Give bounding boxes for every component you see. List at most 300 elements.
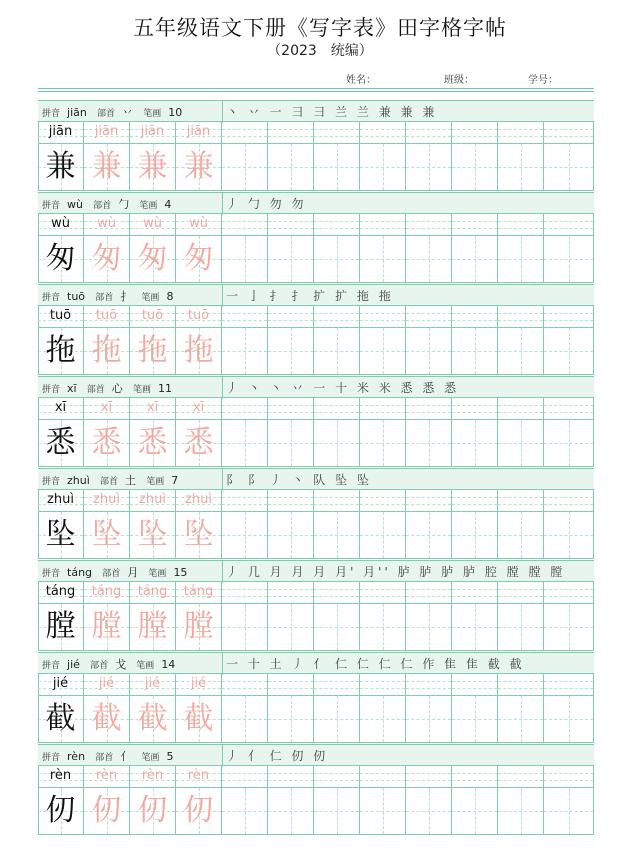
pinyin-cell (38, 398, 84, 420)
pinyin-cell (360, 214, 406, 236)
tian-grid-cell (498, 512, 544, 559)
trace-character: 匆 (91, 241, 122, 276)
tian-grid-cell (38, 788, 84, 835)
pinyin-cell (544, 674, 594, 696)
pinyin-cell (222, 306, 268, 328)
trace-character: 匆 (137, 241, 168, 276)
pinyin-trace-text: rèn (187, 768, 210, 783)
pinyin-value: jiān (67, 106, 87, 119)
pinyin-cell (268, 122, 314, 144)
tian-grid-cell (38, 604, 84, 651)
pinyin-trace-text: wù (97, 216, 116, 231)
tian-grid-cell (406, 420, 452, 467)
pinyin-row (38, 582, 594, 604)
pinyin-cell (222, 398, 268, 420)
tian-grid-cell (38, 512, 84, 559)
pinyin-cell (38, 674, 84, 696)
pinyin-cell (38, 306, 84, 328)
tian-grid-cell (360, 604, 406, 651)
model-character: 拖 (45, 333, 76, 368)
tian-grid-cell (498, 788, 544, 835)
tian-grid-cell (498, 236, 544, 283)
tian-grid-cell (176, 328, 222, 375)
pinyin-text: xī (54, 400, 67, 415)
stroke-order: 丿 丶 丶 丷 一 十 米 米 悉 悉 悉 (226, 381, 460, 395)
name-label: 姓名： (346, 75, 376, 86)
pinyin-cell (406, 122, 452, 144)
trace-character: 悉 (91, 425, 122, 460)
pinyin-cell (544, 306, 594, 328)
tian-grid-cell (84, 696, 130, 743)
character-info-bar (38, 744, 594, 766)
strokes-label: 笔画 (141, 293, 160, 303)
character-row (38, 696, 594, 743)
tian-grid-cell (38, 144, 84, 191)
tian-grid-cell (130, 512, 176, 559)
character-info-bar (38, 192, 594, 214)
radical-label: 部首 (102, 569, 121, 579)
tian-grid-cell (130, 328, 176, 375)
pinyin-row (38, 214, 594, 236)
character-info-bar (38, 560, 594, 582)
pinyin-value: xī (67, 382, 77, 395)
pinyin-trace-text: jiān (186, 124, 211, 139)
tian-grid-cell (84, 144, 130, 191)
pinyin-cell (176, 214, 222, 236)
tian-grid-cell (268, 420, 314, 467)
radical-label: 部首 (95, 753, 114, 763)
page-title: 五年级语文下册《写字表》田字格字帖 (133, 16, 507, 40)
pinyin-trace-text: zhuì (139, 492, 166, 507)
character-row (38, 328, 594, 375)
model-character: 匆 (45, 241, 76, 276)
tian-grid-cell (360, 144, 406, 191)
tian-grid-cell (314, 788, 360, 835)
stroke-order: 丿 亻 仁 仞 仞 (226, 749, 329, 763)
tian-grid-cell (84, 788, 130, 835)
character-row (38, 420, 594, 467)
pinyin-cell (452, 582, 498, 604)
trace-character: 仞 (137, 793, 168, 828)
stroke-count: 5 (166, 750, 174, 763)
tian-grid-cell (314, 328, 360, 375)
tian-grid-cell (498, 420, 544, 467)
stroke-order: 丿 几 月 月 月 月' 月'' 胪 胪 胪 胪 腔 膛 膛 膛 (226, 565, 566, 579)
pinyin-trace-text: jié (98, 676, 115, 691)
pinyin-cell (406, 582, 452, 604)
pinyin-text: wù (51, 216, 70, 231)
character-info-bar (38, 284, 594, 306)
pinyin-cell (38, 490, 84, 512)
tian-grid-cell (360, 236, 406, 283)
pinyin-row (38, 674, 594, 696)
stroke-order: 一 十 土 丿 亻 仁 仁 仁 仁 作 隹 隹 截 截 (226, 657, 525, 671)
pinyin-cell (268, 766, 314, 788)
pinyin-cell (314, 398, 360, 420)
header-rule (38, 88, 594, 89)
tian-grid-cell (452, 512, 498, 559)
tian-grid-cell (314, 236, 360, 283)
character-block (38, 376, 594, 468)
tian-grid-cell (498, 696, 544, 743)
pinyin-text: tuō (49, 308, 72, 323)
pinyin-cell (268, 674, 314, 696)
tian-grid-cell (84, 420, 130, 467)
pinyin-value: zhuì (67, 474, 90, 487)
pinyin-trace-text: jiān (140, 124, 165, 139)
tian-grid-cell (38, 236, 84, 283)
header-rule-inner (38, 91, 594, 92)
trace-character: 坠 (137, 517, 168, 552)
pinyin-label: 拼音 (42, 385, 61, 395)
tian-grid-cell (544, 696, 594, 743)
pinyin-cell (498, 398, 544, 420)
pinyin-cell (38, 122, 84, 144)
stroke-count: 15 (173, 566, 188, 579)
pinyin-cell (314, 214, 360, 236)
model-character: 坠 (45, 517, 76, 552)
trace-character: 拖 (183, 333, 214, 368)
tian-grid-cell (222, 696, 268, 743)
pinyin-cell (498, 766, 544, 788)
pinyin-cell (222, 582, 268, 604)
model-character: 仞 (45, 793, 76, 828)
trace-character: 悉 (137, 425, 168, 460)
pinyin-row (38, 766, 594, 788)
pinyin-row (38, 398, 594, 420)
stroke-count: 10 (168, 106, 183, 119)
tian-grid-cell (452, 328, 498, 375)
pinyin-cell (498, 674, 544, 696)
pinyin-cell (544, 766, 594, 788)
pinyin-cell (406, 306, 452, 328)
pinyin-text: zhuì (47, 492, 74, 507)
pinyin-trace-text: wù (189, 216, 208, 231)
pinyin-cell (176, 582, 222, 604)
radical-value: 戈 (115, 658, 127, 671)
tian-grid-cell (130, 604, 176, 651)
tian-grid-cell (222, 236, 268, 283)
pinyin-cell (222, 490, 268, 512)
trace-character: 膛 (137, 609, 168, 644)
pinyin-cell (38, 766, 84, 788)
tian-grid-cell (176, 236, 222, 283)
tian-grid-cell (406, 512, 452, 559)
pinyin-trace-text: rèn (141, 768, 164, 783)
pinyin-cell (268, 398, 314, 420)
stroke-count: 14 (161, 658, 176, 671)
pinyin-cell (498, 122, 544, 144)
pinyin-cell (360, 582, 406, 604)
pinyin-cell (84, 398, 130, 420)
pinyin-cell (314, 490, 360, 512)
character-block (38, 284, 594, 376)
pinyin-text: táng (45, 584, 76, 599)
pinyin-cell (452, 766, 498, 788)
info-separator (222, 101, 223, 123)
info-separator (222, 653, 223, 675)
tian-grid-cell (406, 788, 452, 835)
trace-character: 拖 (91, 333, 122, 368)
radical-value: 月 (127, 566, 139, 579)
tian-grid-cell (406, 604, 452, 651)
pinyin-cell (84, 306, 130, 328)
tian-grid-cell (452, 420, 498, 467)
tian-grid-cell (544, 512, 594, 559)
tian-grid-cell (498, 328, 544, 375)
tian-grid-cell (544, 144, 594, 191)
model-character: 兼 (45, 149, 76, 184)
info-separator (222, 469, 223, 491)
tian-grid-cell (38, 328, 84, 375)
trace-character: 截 (137, 701, 168, 736)
strokes-label: 笔画 (148, 569, 167, 579)
tian-grid-cell (176, 144, 222, 191)
tian-grid-cell (360, 696, 406, 743)
trace-character: 仞 (91, 793, 122, 828)
stroke-count: 11 (158, 382, 172, 395)
pinyin-cell (314, 306, 360, 328)
tian-grid-cell (314, 144, 360, 191)
character-block (38, 652, 594, 744)
tian-grid-cell (222, 788, 268, 835)
trace-character: 兼 (91, 149, 122, 184)
pinyin-trace-text: rèn (95, 768, 118, 783)
tian-grid-cell (38, 420, 84, 467)
pinyin-trace-text: táng (91, 584, 122, 599)
tian-grid-cell (176, 696, 222, 743)
character-block (38, 468, 594, 560)
radical-label: 部首 (95, 293, 114, 303)
pinyin-cell (84, 214, 130, 236)
info-separator (222, 561, 223, 583)
tian-grid-cell (544, 604, 594, 651)
pinyin-cell (130, 766, 176, 788)
pinyin-trace-text: táng (137, 584, 168, 599)
tian-grid-cell (268, 236, 314, 283)
tian-grid-cell (130, 696, 176, 743)
tian-grid-cell (544, 328, 594, 375)
tian-grid-cell (406, 144, 452, 191)
tian-grid-cell (452, 236, 498, 283)
tian-grid-cell (222, 604, 268, 651)
pinyin-cell (452, 398, 498, 420)
tian-grid-cell (360, 512, 406, 559)
pinyin-cell (452, 214, 498, 236)
pinyin-cell (498, 582, 544, 604)
tian-grid-cell (130, 788, 176, 835)
stroke-order: 丶 丷 一 ⺕ ⺕ 兰 兰 兼 兼 兼 (226, 105, 438, 119)
pinyin-cell (130, 122, 176, 144)
trace-character: 截 (91, 701, 122, 736)
pinyin-value: jié (67, 658, 80, 671)
pinyin-trace-text: tuō (187, 308, 210, 323)
pinyin-cell (222, 214, 268, 236)
trace-character: 匆 (183, 241, 214, 276)
info-separator (222, 285, 223, 307)
pinyin-cell (314, 122, 360, 144)
pinyin-value: tuō (67, 290, 86, 303)
pinyin-cell (314, 674, 360, 696)
stroke-count: 7 (171, 474, 179, 487)
pinyin-trace-text: jié (144, 676, 161, 691)
pinyin-trace-text: tuō (141, 308, 164, 323)
character-row (38, 236, 594, 283)
tian-grid-cell (452, 144, 498, 191)
pinyin-label: 拼音 (42, 569, 61, 579)
pinyin-cell (498, 306, 544, 328)
trace-character: 仞 (183, 793, 214, 828)
character-block (38, 744, 594, 836)
pinyin-label: 拼音 (42, 109, 61, 119)
pinyin-trace-text: jié (190, 676, 207, 691)
practice-sheet (38, 100, 594, 836)
radical-label: 部首 (93, 201, 112, 211)
trace-character: 拖 (137, 333, 168, 368)
pinyin-cell (176, 398, 222, 420)
tian-grid-cell (268, 512, 314, 559)
pinyin-trace-text: tuō (95, 308, 118, 323)
pinyin-cell (222, 766, 268, 788)
pinyin-trace-text: xī (100, 400, 113, 415)
tian-grid-cell (544, 788, 594, 835)
radical-label: 部首 (97, 109, 116, 119)
tian-grid-cell (222, 328, 268, 375)
strokes-label: 笔画 (136, 661, 155, 671)
strokes-label: 笔画 (132, 385, 151, 395)
tian-grid-cell (498, 144, 544, 191)
pinyin-cell (406, 214, 452, 236)
stroke-count: 8 (166, 290, 174, 303)
tian-grid-cell (406, 328, 452, 375)
model-character: 膛 (45, 609, 76, 644)
tian-grid-cell (222, 420, 268, 467)
pinyin-cell (130, 674, 176, 696)
pinyin-cell (452, 306, 498, 328)
tian-grid-cell (222, 512, 268, 559)
tian-grid-cell (268, 328, 314, 375)
radical-value: 扌 (120, 290, 132, 303)
pinyin-cell (84, 766, 130, 788)
character-row (38, 512, 594, 559)
tian-grid-cell (314, 696, 360, 743)
trace-character: 悉 (183, 425, 214, 460)
pinyin-cell (452, 122, 498, 144)
pinyin-label: 拼音 (42, 293, 61, 303)
tian-grid-cell (84, 328, 130, 375)
tian-grid-cell (84, 604, 130, 651)
pinyin-cell (222, 122, 268, 144)
stroke-order: 一 亅 扌 扌 扩 扩 拖 拖 (226, 289, 394, 303)
pinyin-value: rèn (67, 750, 86, 763)
info-separator (222, 377, 223, 399)
pinyin-cell (360, 398, 406, 420)
pinyin-cell (406, 766, 452, 788)
pinyin-cell (268, 214, 314, 236)
strokes-label: 笔画 (146, 477, 165, 487)
trace-character: 膛 (183, 609, 214, 644)
tian-grid-cell (314, 512, 360, 559)
character-row (38, 788, 594, 835)
pinyin-cell (130, 306, 176, 328)
tian-grid-cell (84, 236, 130, 283)
tian-grid-cell (176, 512, 222, 559)
tian-grid-cell (360, 420, 406, 467)
pinyin-cell (406, 398, 452, 420)
radical-value: 心 (111, 382, 123, 395)
info-separator (222, 193, 223, 215)
pinyin-row (38, 122, 594, 144)
pinyin-cell (314, 582, 360, 604)
strokes-label: 笔画 (143, 109, 162, 119)
pinyin-cell (498, 214, 544, 236)
pinyin-label: 拼音 (42, 661, 61, 671)
trace-character: 膛 (91, 609, 122, 644)
pinyin-trace-text: jiān (94, 124, 119, 139)
tian-grid-cell (544, 420, 594, 467)
character-block (38, 560, 594, 652)
pinyin-cell (268, 490, 314, 512)
tian-grid-cell (452, 696, 498, 743)
tian-grid-cell (130, 420, 176, 467)
pinyin-cell (130, 490, 176, 512)
tian-grid-cell (84, 512, 130, 559)
pinyin-cell (544, 398, 594, 420)
model-character: 截 (45, 701, 76, 736)
pinyin-value: táng (67, 566, 93, 579)
tian-grid-cell (176, 788, 222, 835)
tian-grid-cell (498, 604, 544, 651)
pinyin-text: rèn (49, 768, 72, 783)
stroke-count: 4 (164, 198, 172, 211)
pinyin-cell (130, 214, 176, 236)
pinyin-cell (176, 674, 222, 696)
character-info-bar (38, 468, 594, 490)
tian-grid-cell (360, 328, 406, 375)
pinyin-cell (130, 398, 176, 420)
trace-character: 兼 (183, 149, 214, 184)
radical-label: 部首 (90, 661, 109, 671)
radical-value: 丷 (122, 106, 134, 119)
trace-character: 坠 (183, 517, 214, 552)
tian-grid-cell (176, 420, 222, 467)
pinyin-trace-text: xī (146, 400, 159, 415)
pinyin-cell (452, 674, 498, 696)
radical-value: 勹 (118, 198, 130, 211)
character-info-bar (38, 376, 594, 398)
pinyin-cell (544, 490, 594, 512)
pinyin-trace-text: táng (183, 584, 214, 599)
stroke-order: 丿 勹 勿 勿 (226, 197, 307, 211)
pinyin-cell (544, 582, 594, 604)
character-info-bar (38, 100, 594, 122)
pinyin-cell (360, 766, 406, 788)
pinyin-cell (38, 214, 84, 236)
pinyin-cell (544, 122, 594, 144)
pinyin-cell (406, 674, 452, 696)
radical-label: 部首 (86, 385, 105, 395)
pinyin-cell (176, 306, 222, 328)
pinyin-cell (452, 490, 498, 512)
tian-grid-cell (406, 236, 452, 283)
pinyin-trace-text: zhuì (185, 492, 212, 507)
pinyin-trace-text: xī (192, 400, 205, 415)
pinyin-cell (498, 490, 544, 512)
radical-label: 部首 (99, 477, 118, 487)
pinyin-text: jié (52, 676, 69, 691)
tian-grid-cell (130, 236, 176, 283)
tian-grid-cell (406, 696, 452, 743)
